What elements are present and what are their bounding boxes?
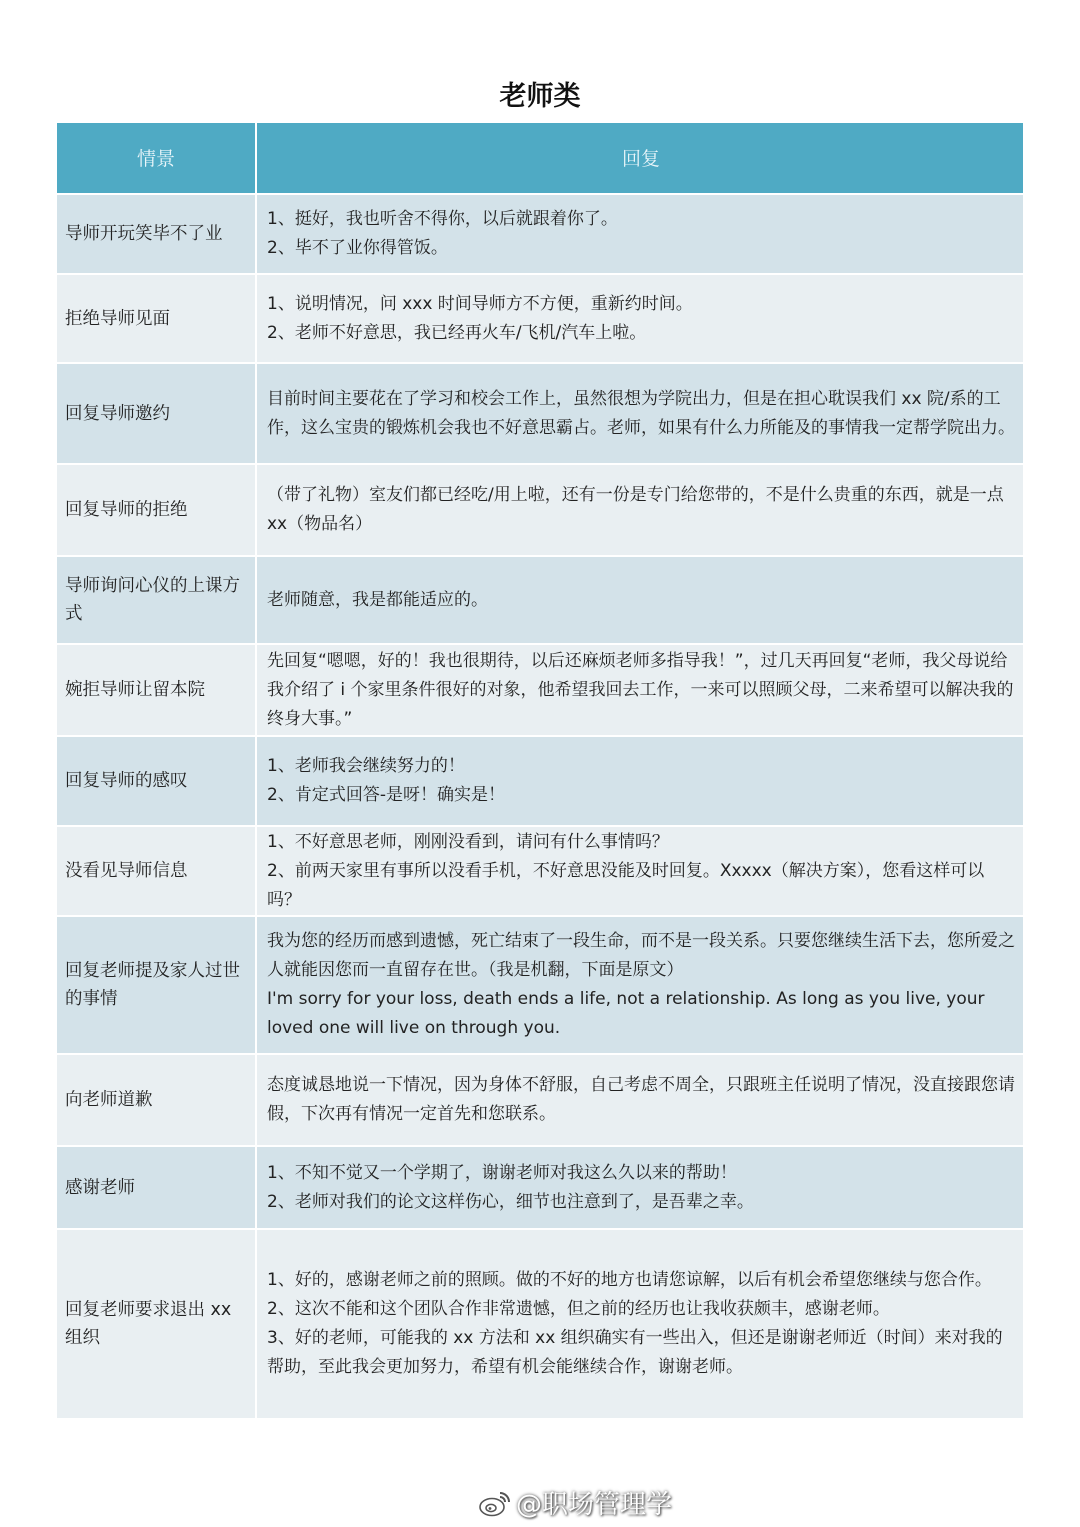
reply-line: 1、挺好，我也听舍不得你，以后就跟着你了。 xyxy=(267,209,618,229)
scene-cell: 导师开玩笑毕不了业 xyxy=(57,195,257,273)
reply-line: 2、这次不能和这个团队合作非常遗憾，但之前的经历也让我收获颇丰，感谢老师。 xyxy=(267,1299,890,1319)
reply-cell xyxy=(257,917,1023,1053)
reply-cell xyxy=(257,645,1023,735)
reply-cell xyxy=(257,364,1023,463)
table-row xyxy=(57,1147,1023,1230)
reply-line: 1、不好意思老师，刚刚没看到，请问有什么事情吗？ xyxy=(267,831,669,852)
reply-line: （带了礼物）室友们都已经吃/用上啦，还有一份是专门给您带的，不是什么贵重的东西，就是一点 xx（物品名） xyxy=(267,485,1004,534)
table-row xyxy=(57,557,1023,645)
table-row xyxy=(57,1055,1023,1147)
scene-cell: 回复导师邀约 xyxy=(57,364,257,463)
weibo-logo-icon xyxy=(478,1489,512,1517)
table-row xyxy=(57,827,1023,917)
reply-line: I'm sorry for your loss, death ends a life, not a relationship. As long as you live, your loved one will live on through you. xyxy=(267,989,985,1038)
reply-line: 1、好的，感谢老师之前的照顾。做的不好的地方也请您谅解，以后有机会希望您继续与您合作。 xyxy=(267,1270,992,1290)
reply-cell xyxy=(257,1055,1023,1145)
table-row xyxy=(57,917,1023,1055)
reply-line: 2、老师对我们的论文这样伤心，细节也注意到了，是吾辈之幸。 xyxy=(267,1191,754,1212)
reply-line: 1、老师我会继续努力的！ xyxy=(267,756,465,776)
reply-cell xyxy=(257,275,1023,362)
footer-handle: @职场管理学 xyxy=(516,1490,673,1520)
reply-line: 老师随意，我是都能适应的。 xyxy=(267,589,488,610)
reply-cell xyxy=(257,465,1023,555)
reply-line: 2、前两天家里有事所以没看手机，不好意思没能及时回复。Xxxxx（解决方案），您看这样可以吗？ xyxy=(267,860,985,910)
footer-watermark xyxy=(478,1484,672,1521)
reply-line: 3、好的老师，可能我的 xx 方法和 xx 组织确实有一些出入，但还是谢谢老师近（时间）来对我的帮助，至此我会更加努力，希望有机会能继续合作，谢谢老师。 xyxy=(267,1328,1003,1377)
reply-line: 2、老师不好意思，我已经再火车/飞机/汽车上啦。 xyxy=(267,322,647,343)
reply-cell xyxy=(257,1230,1023,1418)
scene-cell: 回复导师的感叹 xyxy=(57,737,257,825)
reply-table xyxy=(57,123,1023,1420)
table-row xyxy=(57,737,1023,827)
reply-line: 态度诚恳地说一下情况，因为身体不舒服，自己考虑不周全，只跟班主任说明了情况，没直接跟您请假，下次再有情况一定首先和您联系。 xyxy=(267,1075,1015,1124)
scene-cell: 回复导师的拒绝 xyxy=(57,465,257,555)
reply-line: 先回复“嗯嗯，好的！我也很期待，以后还麻烦老师多指导我！”，过几天再回复“老师，我父母说给我介绍了 i 个家里条件很好的对象，他希望我回去工作，一来可以照顾父母，二来希望可以解决我的终身大事。” xyxy=(267,650,1014,729)
reply-cell xyxy=(257,195,1023,273)
table-row xyxy=(57,645,1023,737)
reply-line: 1、不知不觉又一个学期了，谢谢老师对我这么久以来的帮助！ xyxy=(267,1162,737,1183)
reply-cell xyxy=(257,1147,1023,1228)
table-row xyxy=(57,364,1023,465)
scene-cell: 婉拒导师让留本院 xyxy=(57,645,257,735)
scene-cell: 回复老师要求退出 xx 组织 xyxy=(57,1230,257,1418)
table-row xyxy=(57,1230,1023,1420)
reply-cell xyxy=(257,737,1023,825)
scene-cell: 感谢老师 xyxy=(57,1147,257,1228)
page-title: 老师类 xyxy=(499,81,581,112)
table-row xyxy=(57,465,1023,557)
reply-line: 1、说明情况，问 xxx 时间导师方不方便，重新约时间。 xyxy=(267,293,693,314)
header-scene-label: 情景 xyxy=(137,148,176,170)
reply-line: 2、肯定式回答-是呀！确实是！ xyxy=(267,785,505,805)
table-row xyxy=(57,275,1023,364)
scene-cell: 向老师道歉 xyxy=(57,1055,257,1145)
header-reply-label: 回复 xyxy=(621,147,660,170)
reply-line: 目前时间主要花在了学习和校会工作上，虽然很想为学院出力，但是在担心耽误我们 xx 院/系的工作，这么宝贵的锻炼机会我也不好意思霸占。老师，如果有什么力所能及的事情我一定帮学院出力。 xyxy=(267,388,1015,438)
scene-cell: 拒绝导师见面 xyxy=(57,275,257,362)
reply-line: 2、毕不了业你得管饭。 xyxy=(267,238,448,258)
reply-cell xyxy=(257,827,1023,915)
table-row xyxy=(57,195,1023,275)
scene-cell: 没看见导师信息 xyxy=(57,827,257,915)
header-reply xyxy=(257,123,1023,193)
reply-line: 我为您的经历而感到遗憾，死亡结束了一段生命，而不是一段关系。只要您继续生活下去，您所爱之人就能因您而一直留存在世。（我是机翻，下面是原文） xyxy=(267,931,1015,980)
table-header xyxy=(57,123,1023,195)
reply-cell xyxy=(257,557,1023,643)
scene-cell: 回复老师提及家人过世的事情 xyxy=(57,917,257,1053)
header-scene xyxy=(57,123,257,193)
scene-cell: 导师询问心仪的上课方式 xyxy=(57,557,257,643)
